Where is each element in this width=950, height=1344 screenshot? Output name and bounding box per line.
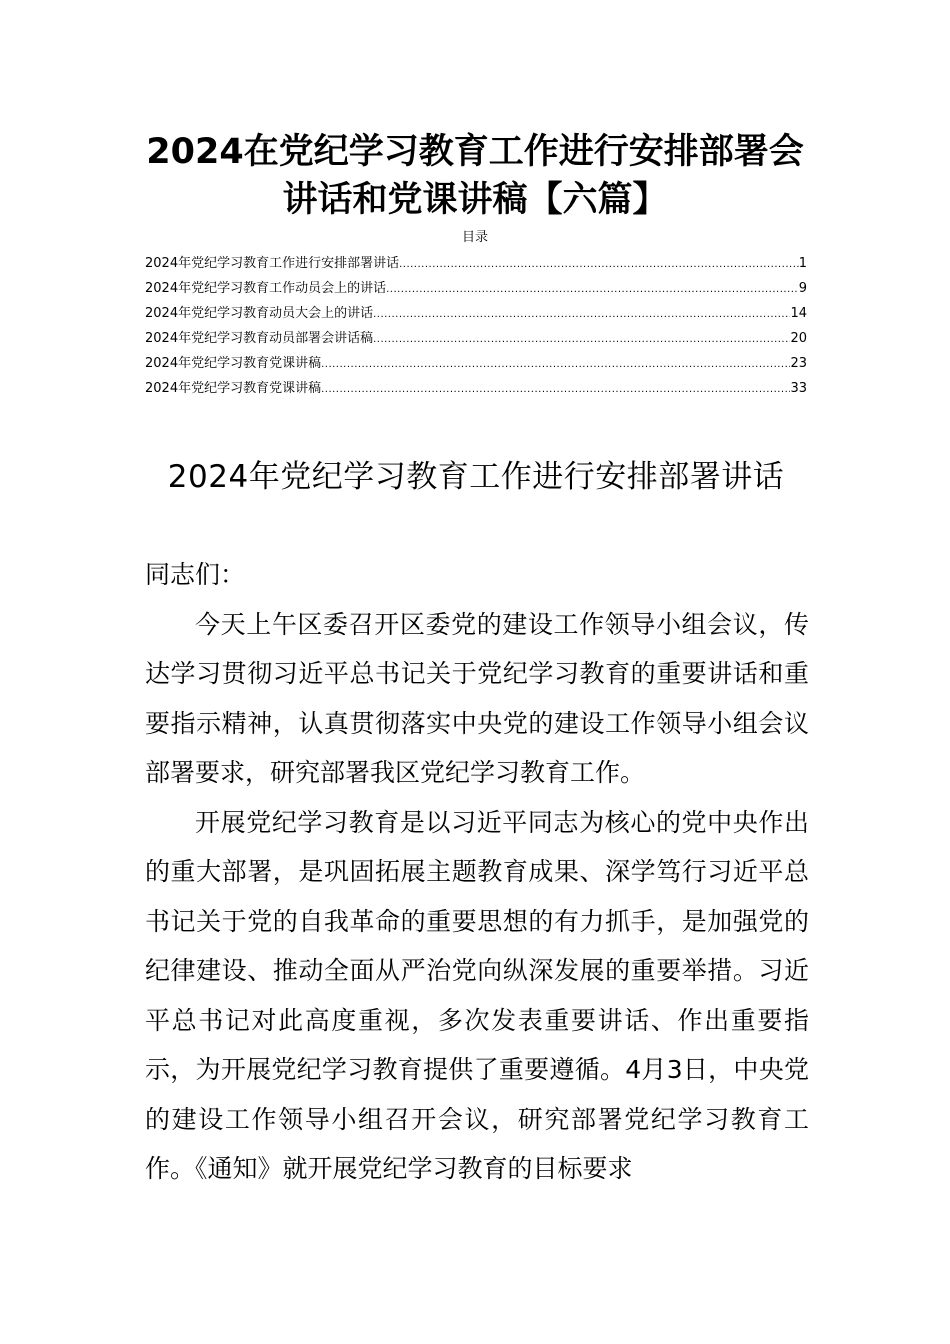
toc-dot-leader bbox=[399, 252, 799, 277]
toc-dot-leader bbox=[373, 327, 790, 352]
document-title: 2024在党纪学习教育工作进行安排部署会讲话和党课讲稿【六篇】 bbox=[146, 132, 804, 220]
toc-entry[interactable] bbox=[145, 351, 807, 376]
toc-entry[interactable] bbox=[145, 301, 807, 326]
toc-entry-page: 23 bbox=[790, 356, 807, 371]
salutation: 同志们： bbox=[145, 560, 246, 589]
toc-dot-leader bbox=[386, 277, 799, 302]
toc-entry[interactable] bbox=[145, 276, 807, 301]
toc-entry-page: 20 bbox=[790, 331, 807, 346]
toc-entry-label: 2024年党纪学习教育工作动员会上的讲话 bbox=[145, 281, 387, 296]
toc-entry-label: 2024年党纪学习教育工作进行安排部署讲话 bbox=[145, 256, 400, 271]
toc-entry-label: 2024年党纪学习教育党课讲稿 bbox=[145, 381, 322, 396]
toc-dot-leader bbox=[321, 352, 790, 377]
toc-entry-page: 1 bbox=[798, 256, 807, 271]
section-title: 2024年党纪学习教育工作进行安排部署讲话 bbox=[167, 459, 785, 495]
toc-entry[interactable] bbox=[145, 251, 807, 276]
toc-entry[interactable] bbox=[145, 376, 807, 401]
toc-entry-label: 2024年党纪学习教育动员大会上的讲话 bbox=[145, 306, 374, 321]
body-paragraph: 今天上午区委召开区委党的建设工作领导小组会议，传达学习贯彻习近平总书记关于党纪学习教育的重要讲话和重要指示精神，认真贯彻落实中央党的建设工作领导小组会议部署要求，研究部署我区党纪学习教育工作。 bbox=[145, 609, 809, 787]
toc-entry-label: 2024年党纪学习教育党课讲稿 bbox=[145, 356, 322, 371]
body-paragraph: 开展党纪学习教育是以习近平同志为核心的党中央作出的重大部署，是巩固拓展主题教育成果、深学笃行习近平总书记关于党的自我革命的重要思想的有力抓手，是加强党的纪律建设、推动全面从严治党向纵深发展的重要举措。习近平总书记对此高度重视，多次发表重要讲话、作出重要指示，为开展党纪学习教育提供了重要遵循。4月3日，中央党的建设工作领导小组召开会议，研究部署党纪学习教育工作。《通知》就开展党纪学习教育的目标要求 bbox=[145, 807, 809, 1183]
toc-entry-page: 14 bbox=[790, 306, 807, 321]
toc-entry-label: 2024年党纪学习教育动员部署会讲话稿 bbox=[145, 331, 374, 346]
table-of-contents bbox=[145, 251, 807, 401]
toc-entry[interactable] bbox=[145, 326, 807, 351]
toc-heading: 目录 bbox=[461, 230, 488, 245]
body-text bbox=[145, 550, 809, 1194]
toc-dot-leader bbox=[321, 377, 790, 402]
toc-entry-page: 9 bbox=[798, 281, 807, 296]
toc-entry-page: 33 bbox=[790, 381, 807, 396]
toc-dot-leader bbox=[373, 302, 790, 327]
